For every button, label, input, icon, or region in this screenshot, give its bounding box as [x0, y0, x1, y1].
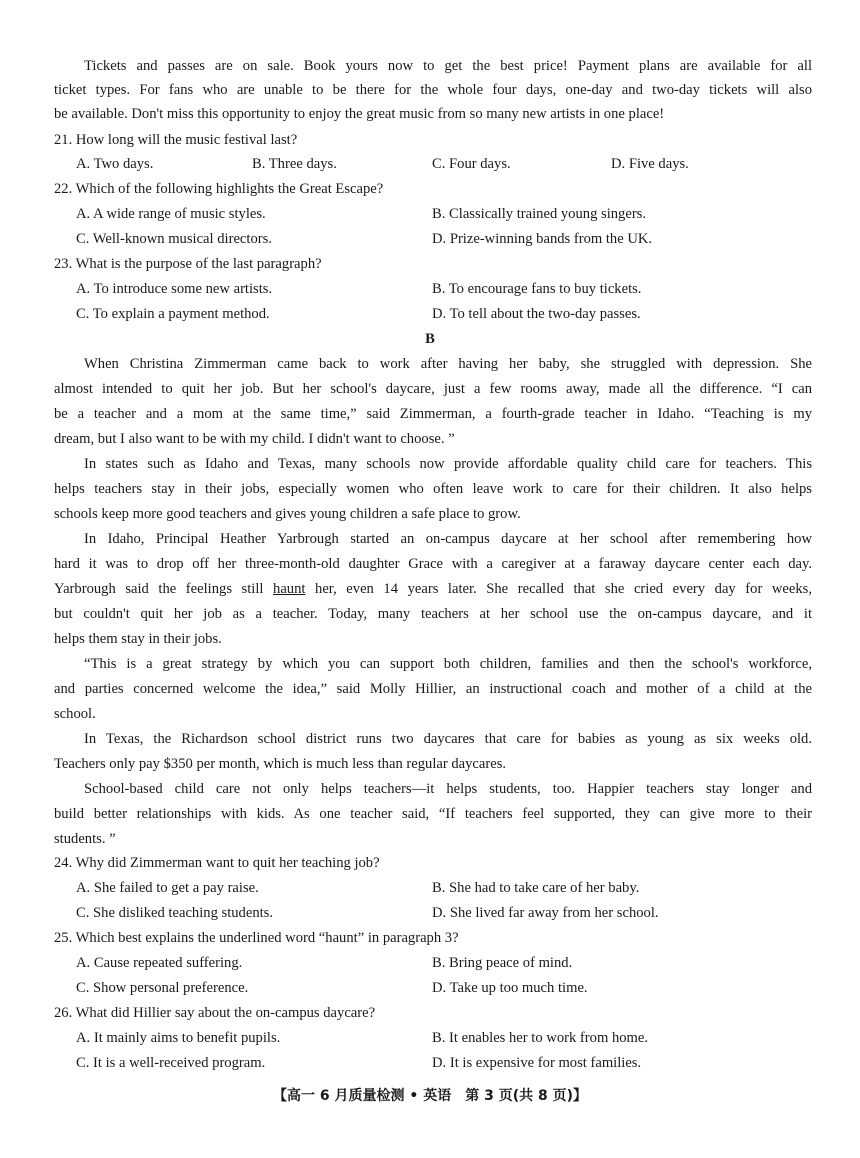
text-line: but couldn't quit her job as a teacher. Today, many teachers at her school use the on-campus daycare, and it: [54, 606, 812, 622]
text-line: [54, 579, 812, 599]
option: A. Two days.: [76, 156, 154, 172]
text-line: be a teacher and a mom at the same time,” said Zimmerman, a fourth-grade teacher in Idaho. “Teaching is my: [54, 406, 812, 422]
text-line: helps them stay in their jobs.: [54, 631, 222, 647]
option: B. She had to take care of her baby.: [432, 880, 640, 896]
text-line: ticket types. For fans who are unable to be there for the whole four days, one-day and two-day tickets will also: [54, 82, 812, 98]
text-line: dream, but I also want to be with my child. I didn't want to choose. ”: [54, 431, 455, 447]
option: C. To explain a payment method.: [76, 306, 270, 322]
option: A. To introduce some new artists.: [76, 281, 273, 297]
option: C. She disliked teaching students.: [76, 905, 273, 921]
option: C. Well-known musical directors.: [76, 231, 272, 247]
text-line: be available. Don't miss this opportunity to enjoy the great music from so many new artists in one place!: [54, 106, 665, 122]
text-line: Teachers only pay $350 per month, which is much less than regular daycares.: [54, 756, 507, 772]
text-line: In Idaho, Principal Heather Yarbrough started an on-campus daycare at her school after remembering how: [84, 531, 812, 547]
option: B. Three days.: [252, 156, 337, 172]
text-line: hard it was to drop off her three-month-old daughter Grace with a caregiver at a faraway daycare center each day.: [54, 556, 812, 572]
text-line: Tickets and passes are on sale. Book yours now to get the best price! Payment plans are available for all: [84, 58, 812, 74]
text-line: School-based child care not only helps teachers—it helps students, too. Happier teachers stay longer and: [84, 781, 812, 797]
text-line: almost intended to quit her job. But her school's daycare, just a few rooms away, made all the difference. “I can: [54, 381, 812, 397]
text-line: and parties concerned welcome the idea,” said Molly Hillier, an instructional coach and mother of a child at the: [54, 681, 812, 697]
text-line: When Christina Zimmerman came back to work after having her baby, she struggled with depression. She: [84, 356, 812, 372]
option: C. Four days.: [432, 156, 511, 172]
option: C. Show personal preference.: [76, 980, 249, 996]
underlined-word: haunt: [273, 581, 306, 597]
question-stem: 21. How long will the music festival last?: [54, 132, 298, 148]
option: B. Bring peace of mind.: [432, 955, 573, 971]
question-stem: 25. Which best explains the underlined word “haunt” in paragraph 3?: [54, 930, 459, 946]
option: A. A wide range of music styles.: [76, 206, 266, 222]
text-line: “This is a great strategy by which you can support both children, families and then the school's workforce,: [84, 656, 812, 672]
text-line: helps teachers stay in their jobs, especially women who often leave work to care for their children. It also helps: [54, 481, 812, 497]
option: B. Classically trained young singers.: [432, 206, 647, 222]
text-line: In states such as Idaho and Texas, many schools now provide affordable quality child care for teachers. This: [84, 456, 812, 472]
question-stem: 22. Which of the following highlights the Great Escape?: [54, 181, 384, 197]
text-line: In Texas, the Richardson school district runs two daycares that care for babies as young as six weeks old.: [84, 731, 812, 747]
option: A. Cause repeated suffering.: [76, 955, 243, 971]
section-heading: B: [425, 331, 435, 347]
text-segment: Yarbrough said the feelings still: [54, 581, 274, 597]
option: C. It is a well-received program.: [76, 1055, 266, 1071]
question-stem: 23. What is the purpose of the last paragraph?: [54, 256, 322, 272]
page-footer: 【高一 6 月质量检测 • 英语 第 3 页(共 8 页)】: [273, 1088, 587, 1104]
option: B. It enables her to work from home.: [432, 1030, 649, 1046]
option: D. It is expensive for most families.: [432, 1055, 642, 1071]
text-line: school.: [54, 706, 96, 722]
text-segment: her, even 14 years later. She recalled that she cried every day for weeks,: [305, 581, 812, 597]
option: A. It mainly aims to benefit pupils.: [76, 1030, 281, 1046]
option: D. Prize-winning bands from the UK.: [432, 231, 653, 247]
text-line: schools keep more good teachers and gives young children a safe place to grow.: [54, 506, 521, 522]
option: A. She failed to get a pay raise.: [76, 880, 259, 896]
question-stem: 24. Why did Zimmerman want to quit her teaching job?: [54, 855, 380, 871]
option: B. To encourage fans to buy tickets.: [432, 281, 642, 297]
text-line: students. ”: [54, 831, 116, 847]
option: D. Take up too much time.: [432, 980, 588, 996]
option: D. Five days.: [611, 156, 689, 172]
option: D. She lived far away from her school.: [432, 905, 659, 921]
question-stem: 26. What did Hillier say about the on-campus daycare?: [54, 1005, 376, 1021]
text-line: build better relationships with kids. As one teacher said, “If teachers feel supported, they can give more to their: [54, 806, 812, 822]
option: D. To tell about the two-day passes.: [432, 306, 641, 322]
